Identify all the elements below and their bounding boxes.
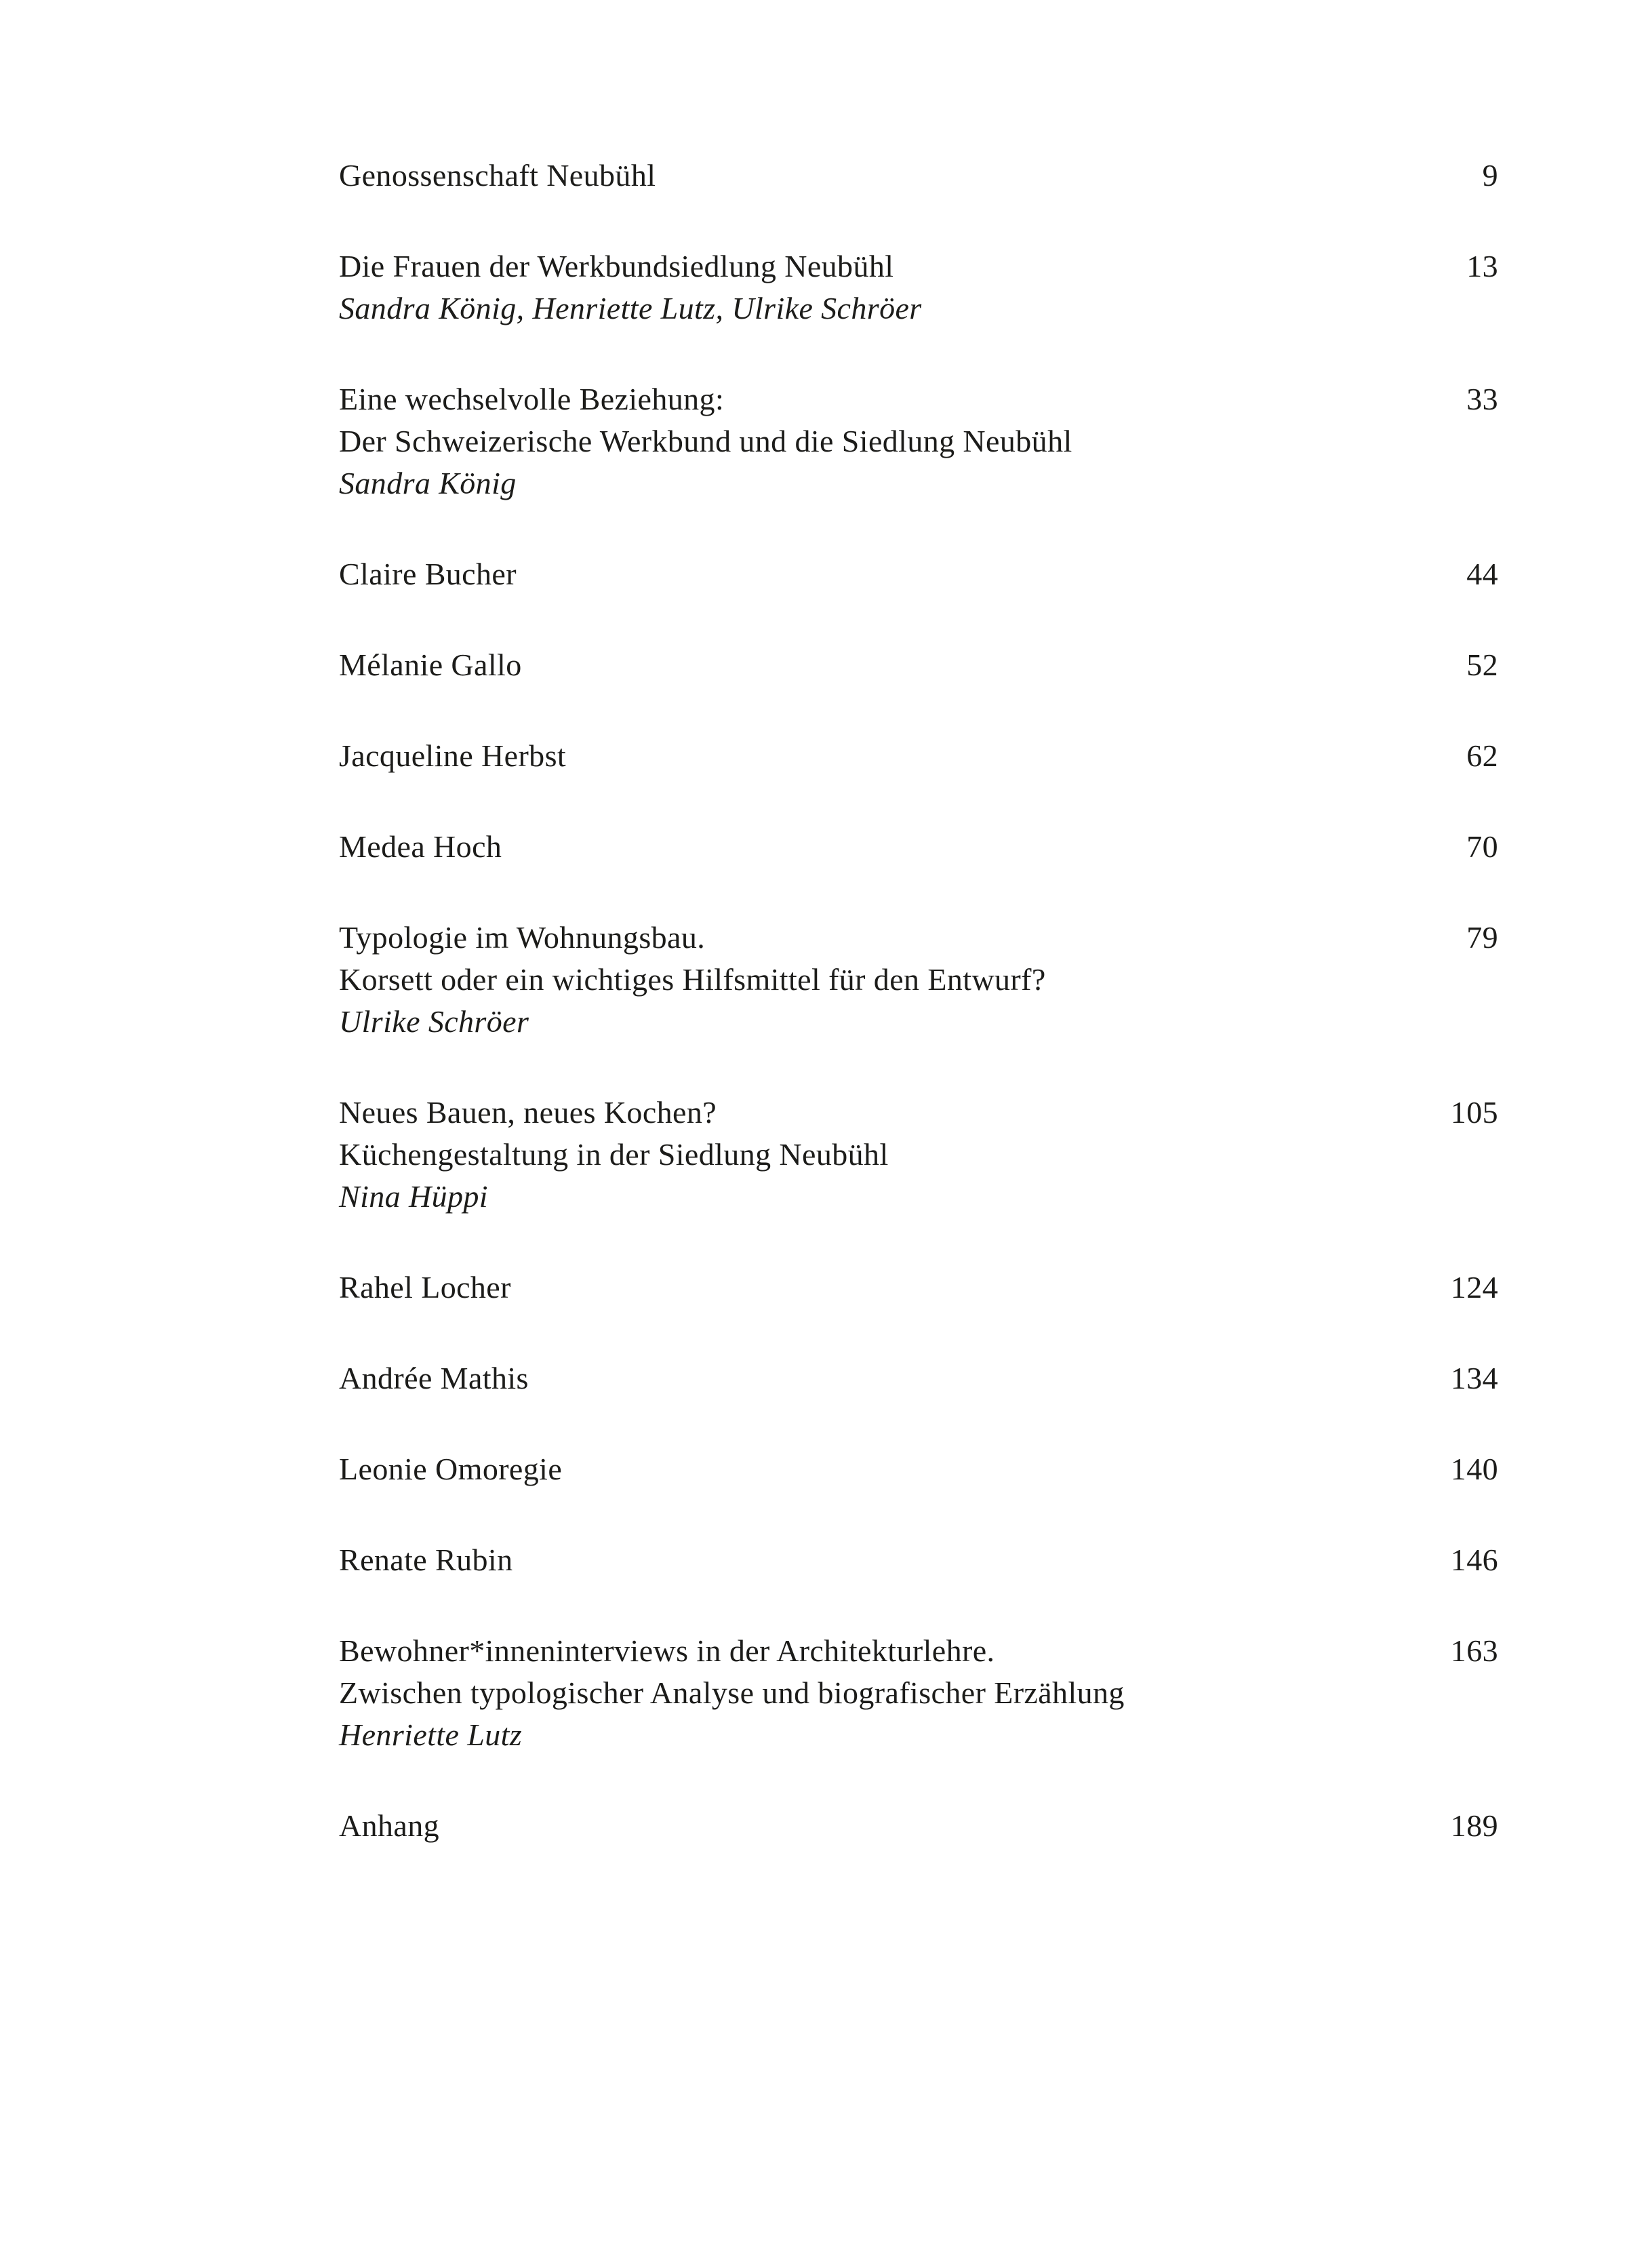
entry-text: [339, 1267, 1417, 1309]
toc-entry: [339, 826, 1498, 868]
toc-entry: [339, 1357, 1498, 1399]
entry-title-line: Anhang: [339, 1808, 440, 1843]
entry-page-number: 163: [1450, 1633, 1498, 1668]
entry-text: [339, 378, 1417, 504]
toc-entry: [339, 245, 1498, 330]
entry-page-number: 124: [1450, 1270, 1498, 1305]
toc-entry: [339, 1448, 1498, 1490]
entry-page-number: 140: [1450, 1452, 1498, 1486]
toc-entry: [339, 735, 1498, 777]
entry-page-number: 44: [1466, 557, 1498, 591]
entry-title-line: Medea Hoch: [339, 829, 502, 864]
entry-title-line: Mélanie Gallo: [339, 648, 522, 682]
entry-authors: Ulrike Schröer: [339, 1004, 529, 1039]
entry-text: [339, 917, 1417, 1043]
entry-page-number: 52: [1466, 648, 1498, 682]
entry-authors: Sandra König, Henriette Lutz, Ulrike Schröer: [339, 291, 922, 325]
toc-entry: [339, 1630, 1498, 1756]
entry-authors: Nina Hüppi: [339, 1179, 488, 1214]
toc-entry: [339, 1267, 1498, 1309]
entry-title-line: Bewohner*inneninterviews in der Architekturlehre.: [339, 1633, 995, 1668]
entry-title-line: Die Frauen der Werkbundsiedlung Neubühl: [339, 249, 894, 283]
entry-text: [339, 1805, 1417, 1847]
entry-authors: Sandra König: [339, 466, 517, 500]
entry-text: [339, 155, 1417, 197]
entry-title-line: Korsett oder ein wichtiges Hilfsmittel für den Entwurf?: [339, 962, 1046, 997]
toc-list: [339, 155, 1498, 1847]
entry-title-line: Genossenschaft Neubühl: [339, 158, 656, 193]
entry-title-line: Leonie Omoregie: [339, 1452, 563, 1486]
entry-text: [339, 735, 1417, 777]
entry-page-number: 134: [1450, 1361, 1498, 1395]
toc-entry: [339, 378, 1498, 504]
entry-page-number: 62: [1466, 738, 1498, 773]
entry-title-line: Rahel Locher: [339, 1270, 511, 1305]
entry-text: [339, 1357, 1417, 1399]
toc-entry: [339, 155, 1498, 197]
entry-page-number: 105: [1450, 1095, 1498, 1130]
entry-title-line: Der Schweizerische Werkbund und die Siedlung Neubühl: [339, 424, 1072, 458]
toc-entry: [339, 1805, 1498, 1847]
entry-text: [339, 1539, 1417, 1581]
entry-title-line: Zwischen typologischer Analyse und biografischer Erzählung: [339, 1675, 1125, 1710]
entry-text: [339, 1630, 1417, 1756]
entry-page-number: 9: [1482, 158, 1498, 193]
entry-page-number: 79: [1466, 920, 1498, 955]
toc-entry: [339, 1539, 1498, 1581]
toc-entry: [339, 644, 1498, 686]
toc-entry: [339, 553, 1498, 595]
entry-title-line: Küchengestaltung in der Siedlung Neubühl: [339, 1137, 889, 1172]
toc-entry: [339, 1092, 1498, 1218]
entry-title-line: Renate Rubin: [339, 1543, 513, 1577]
entry-text: [339, 644, 1417, 686]
entry-title-line: Jacqueline Herbst: [339, 738, 567, 773]
entry-title-line: Andrée Mathis: [339, 1361, 529, 1395]
entry-title-line: Neues Bauen, neues Kochen?: [339, 1095, 717, 1130]
entry-page-number: 189: [1450, 1808, 1498, 1843]
toc-entry: [339, 917, 1498, 1043]
entry-page-number: 146: [1450, 1543, 1498, 1577]
entry-page-number: 33: [1466, 382, 1498, 416]
entry-text: [339, 553, 1417, 595]
entry-authors: Henriette Lutz: [339, 1717, 523, 1752]
entry-text: [339, 1092, 1417, 1218]
entry-text: [339, 1448, 1417, 1490]
entry-page-number: 70: [1466, 829, 1498, 864]
entry-text: [339, 245, 1417, 330]
entry-title-line: Claire Bucher: [339, 557, 517, 591]
entry-text: [339, 826, 1417, 868]
entry-title-line: Typologie im Wohnungsbau.: [339, 920, 706, 955]
entry-title-line: Eine wechselvolle Beziehung:: [339, 382, 725, 416]
entry-page-number: 13: [1466, 249, 1498, 283]
